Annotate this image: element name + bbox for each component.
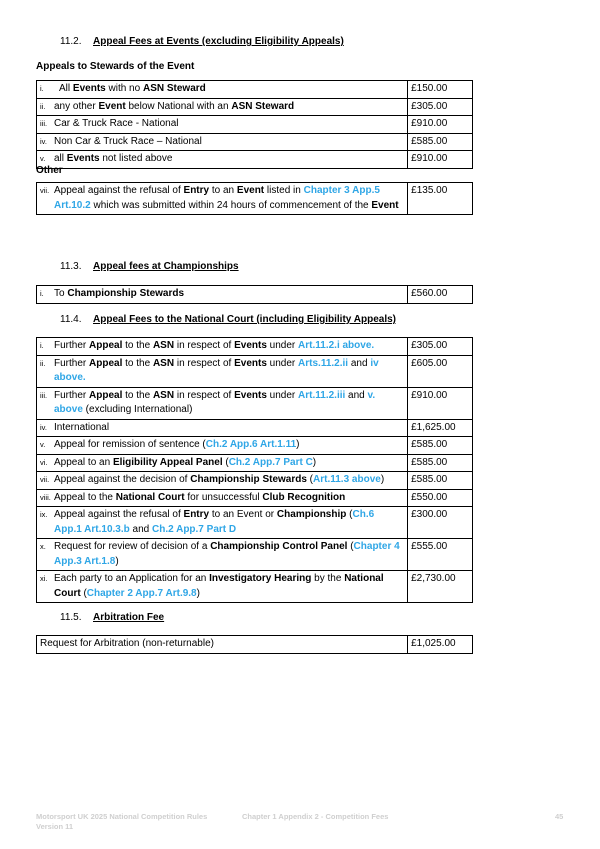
other-fee-table [36,182,473,215]
section-number: 11.2. [60,36,82,47]
section-number: 11.3. [60,261,82,272]
cross-reference-link[interactable]: Chapter 2 App.7 Art.9.8 [86,587,197,599]
table-row: ix. Appeal against the refusal of Entry to an Event or Championship (Ch.6 App.1 Art.10.3.b and Ch.2 App.7 Part D £300.00 [37,507,473,539]
cross-reference-link[interactable]: v. above [54,389,376,415]
table-row: iv. Non Car & Truck Race – National £585.00 [37,133,473,151]
cross-reference-link[interactable]: Chapter 3 App.5 Art.10.2 [54,185,380,211]
table-row: viii. Appeal to the National Court for unsuccessful Club Recognition £550.00 [37,489,473,507]
section-title: Appeal Fees to the National Court (including Eligibility Appeals) [93,314,396,325]
cross-reference-link[interactable]: Art.11.3 above [313,474,381,485]
table-row: vii. Appeal against the decision of Championship Stewards (Art.11.3 above) £585.00 [37,472,473,490]
table-row: v. Appeal for remission of sentence (Ch.2 App.6 Art.1.11) £585.00 [37,437,473,455]
footer-document-title: Motorsport UK 2025 National Competition Rules Version 11 [36,812,208,831]
section-11-4-heading [60,313,396,326]
table-row: iii. Further Appeal to the ASN in respect of Events under Art.11.2.iii and v. above (excluding International) £910.00 [37,387,473,419]
table-row: i. Further Appeal to the ASN in respect of Events under Art.11.2.i above. £305.00 [37,338,473,356]
cross-reference-link[interactable]: Ch.2 App.7 Part D [152,523,237,535]
table-row: ii. Further Appeal to the ASN in respect of Events under Arts.11.2.ii and iv above. £605.00 [37,355,473,387]
section-11-3-heading [60,260,239,273]
cross-reference-link[interactable]: Ch.6 App.1 Art.10.3.b [54,509,375,535]
table-row: iv. International £1,625.00 [37,419,473,437]
table-row: vi. Appeal to an Eligibility Appeal Panel (Ch.2 App.7 Part C) £585.00 [37,454,473,472]
section-number: 11.5. [60,612,82,623]
section-title: Arbitration Fee [93,612,165,623]
subheading-stewards: Appeals to Stewards of the Event [36,61,195,72]
national-court-fee-table [36,337,473,603]
cross-reference-link[interactable]: Arts.11.2.ii [298,357,349,369]
championship-fee-table [36,285,473,304]
cross-reference-link[interactable]: Ch.2 App.7 Part C [228,456,313,468]
arbitration-fee-table [36,635,473,654]
subheading-other: Other [36,165,63,176]
section-title: Appeal fees at Championships [93,261,239,272]
section-11-5-heading [60,611,164,624]
table-row: i. To Championship Stewards £560.00 [37,286,473,304]
table-row: x. Request for review of decision of a Championship Control Panel (Chapter 4 App.3 Art.1.8) £555.00 [37,539,473,571]
footer-chapter: Chapter 1 Appendix 2 - Competition Fees [242,812,389,821]
cross-reference-link[interactable]: Art.11.2.i above. [298,340,375,351]
table-row: ii. any other Event below National with an ASN Steward £305.00 [37,98,473,116]
table-row: xi. Each party to an Application for an Investigatory Hearing by the National Court (Chapter 2 App.7 Art.9.8) £2,730.00 [37,571,473,603]
section-title: Appeal Fees at Events (excluding Eligibility Appeals) [93,36,344,47]
page-number: 45 [555,812,564,821]
table-row: i. All Events with no ASN Steward £150.00 [37,81,473,99]
stewards-fee-table [36,80,473,169]
cross-reference-link[interactable]: Art.11.2.iii [298,389,346,401]
table-row: v. all Events not listed above £910.00 [37,151,473,169]
section-number: 11.4. [60,314,82,325]
table-row: Request for Arbitration (non-returnable) £1,025.00 [37,636,473,654]
cross-reference-link[interactable]: Ch.2 App.6 Art.1.11 [205,439,297,450]
cross-reference-link[interactable]: Chapter 4 App.3 Art.1.8 [54,541,400,567]
table-row: iii. Car & Truck Race - National £910.00 [37,116,473,134]
section-11-2-heading [60,35,344,48]
table-row: vii. Appeal against the refusal of Entry to an Event listed in Chapter 3 App.5 Art.10.2 which was submitted within 24 hours of commencement of the Event £135.00 [37,183,473,215]
cross-reference-link[interactable]: iv above. [54,357,379,383]
